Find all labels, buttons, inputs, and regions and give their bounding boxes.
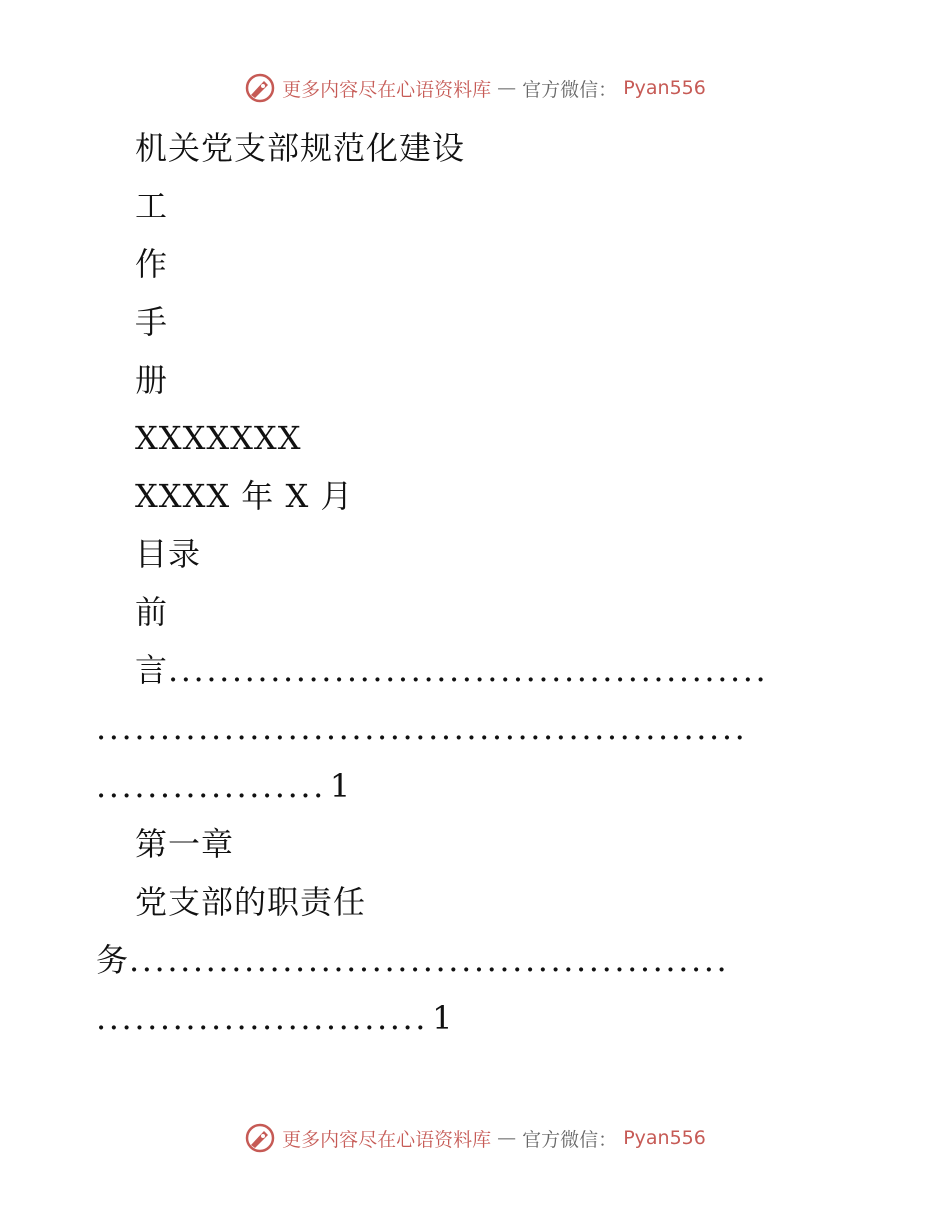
toc-entry-preface-page-line — [96, 766, 351, 806]
title-char-4: 册 — [135, 361, 169, 399]
header-watermark — [0, 72, 950, 104]
toc-page-number: 1 — [329, 767, 352, 805]
toc-entry-chapter1-page-line — [96, 998, 453, 1038]
toc-leader-dots: ............................................... — [129, 941, 730, 979]
toc-entry-label: 务 — [96, 941, 130, 979]
pen-nib-logo-icon — [244, 72, 276, 104]
document-title: 机关党支部规范化建设 — [135, 129, 466, 167]
watermark-account: Pyan556 — [623, 1127, 706, 1149]
watermark-separator: — — [497, 77, 517, 99]
toc-entry-preface-lead: 前 — [135, 593, 169, 631]
toc-entry-label: 言 — [135, 651, 169, 689]
toc-leader-dots: .......................... — [96, 999, 429, 1037]
footer-watermark — [0, 1122, 950, 1154]
watermark-text: 更多内容尽在心语资料库 — [282, 1128, 492, 1151]
watermark-separator: — — [497, 1127, 517, 1149]
toc-entry-chapter1[interactable] — [96, 940, 729, 980]
watermark-official-label: 官方微信： — [522, 1128, 618, 1151]
watermark-account: Pyan556 — [623, 77, 706, 99]
toc-leader-dots: ............................................... — [168, 651, 769, 689]
toc-heading: 目录 — [135, 535, 202, 573]
toc-entry-preface[interactable] — [135, 650, 768, 690]
watermark-text: 更多内容尽在心语资料库 — [282, 78, 492, 101]
toc-leader-dots: ................................................... — [96, 709, 748, 747]
toc-chapter-label: 第一章 — [135, 825, 235, 863]
toc-leader-dots: .................. — [96, 767, 326, 805]
title-char-2: 作 — [135, 245, 169, 283]
document-date: XXXX 年 X 月 — [135, 477, 354, 515]
toc-page-number: 1 — [432, 999, 454, 1037]
title-char-1: 工 — [135, 187, 169, 225]
pen-nib-logo-icon — [244, 1122, 276, 1154]
title-char-3: 手 — [135, 303, 169, 341]
watermark-official-label: 官方微信： — [522, 78, 618, 101]
toc-entry-chapter1-lead: 党支部的职责任 — [135, 883, 367, 921]
organization-name: XXXXXXX — [135, 419, 302, 457]
